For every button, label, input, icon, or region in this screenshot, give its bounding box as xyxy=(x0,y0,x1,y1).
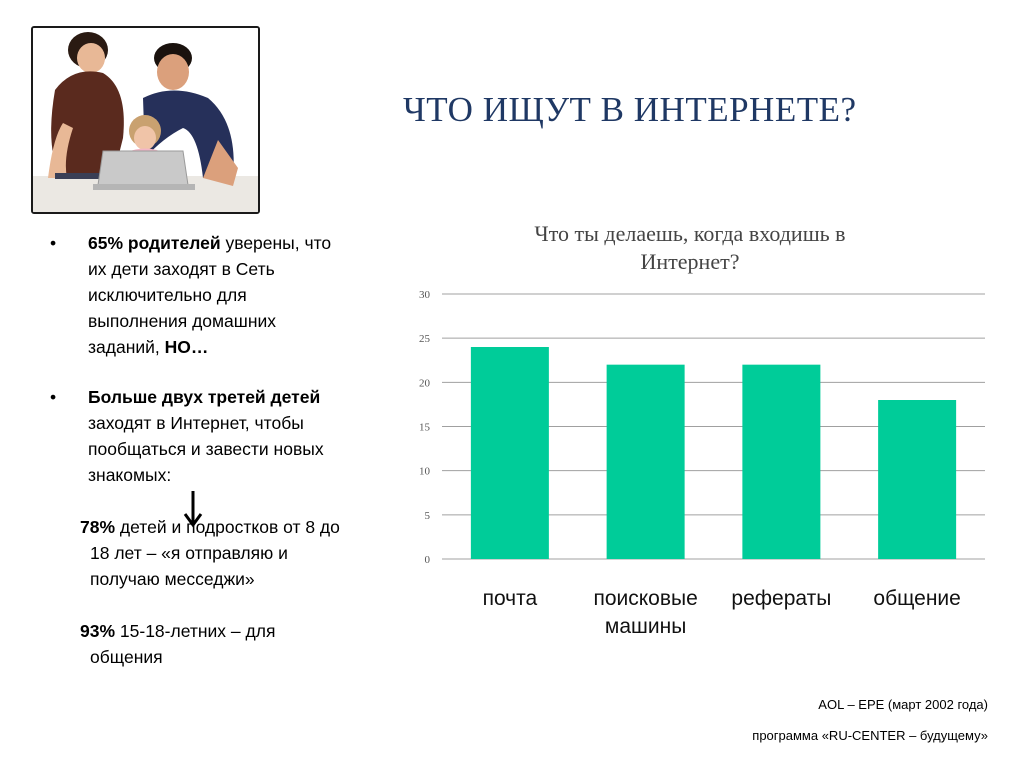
bullet-dot: • xyxy=(50,233,57,253)
stat-78-line-2: 18 лет – «я отправляю и xyxy=(90,543,288,563)
stat-78-line-1: детей и подростков от 8 до xyxy=(119,517,340,537)
stat-78-value: 78% xyxy=(80,517,116,537)
source-aol: AOL – EPE (март 2002 года) xyxy=(818,697,988,712)
bullet-children xyxy=(50,384,395,488)
chart-title-line-2: Интернет? xyxy=(640,249,740,274)
chart-title xyxy=(450,220,930,276)
bullet-parents-line-5: заданий, xyxy=(88,337,160,357)
y-tick-label-0: 0 xyxy=(424,554,430,566)
y-tick-label-15: 15 xyxy=(419,421,430,434)
x-category-label-1: поисковые xyxy=(593,587,698,610)
bullet-children-line-2: пообщаться и завести новых xyxy=(88,439,324,459)
bullet-parents-but: НО… xyxy=(164,337,209,357)
x-category-label-2: рефераты xyxy=(731,587,832,610)
bullet-parents-line-1: уверены, что xyxy=(225,233,332,253)
bullet-dot: • xyxy=(50,387,57,407)
bullet-parents-line-2: их дети заходят в Сеть xyxy=(88,259,275,279)
bar-0 xyxy=(471,347,549,559)
bullet-list xyxy=(50,230,395,670)
x-category-label-0: почта xyxy=(482,587,538,610)
source-program: программа «RU-CENTER – будущему» xyxy=(752,728,988,743)
down-arrow-icon xyxy=(181,489,205,529)
y-tick-label-20: 20 xyxy=(419,377,430,390)
bullet-children-bold: Больше двух третей детей xyxy=(88,387,321,407)
y-tick-label-30: 30 xyxy=(419,289,430,301)
stat-93-line-1: 15-18-летних – для xyxy=(119,621,276,641)
y-tick-label-10: 10 xyxy=(419,465,430,478)
family-photo-illustration xyxy=(33,28,258,212)
bar-1 xyxy=(607,365,685,559)
y-tick-label-25: 25 xyxy=(419,333,430,346)
bullet-children-line-1: заходят в Интернет, чтобы xyxy=(88,413,304,433)
stat-78 xyxy=(50,514,395,592)
bullet-parents-line-4: выполнения домашних xyxy=(88,311,277,331)
x-category-label-1-line-2: машины xyxy=(604,615,687,638)
bullet-parents-bold: 65% родителей xyxy=(88,233,221,253)
stat-78-line-3: получаю месседжи» xyxy=(90,569,255,589)
bar-2 xyxy=(742,365,820,559)
bar-chart xyxy=(380,280,1000,650)
stat-93-value: 93% xyxy=(80,621,116,641)
slide-title: ЧТО ИЩУТ В ИНТЕРНЕТЕ? xyxy=(403,90,857,129)
stat-93-line-2: общения xyxy=(90,647,163,667)
bullet-parents-line-3: исключительно для xyxy=(88,285,247,305)
bar-3 xyxy=(878,400,956,559)
y-tick-label-5: 5 xyxy=(424,509,430,522)
bullet-children-line-3: знакомых: xyxy=(88,465,172,485)
x-category-label-3: общение xyxy=(873,587,961,610)
bullet-parents xyxy=(50,230,395,360)
chart-title-line-1: Что ты делаешь, когда входишь в xyxy=(534,221,846,246)
stat-93 xyxy=(50,618,395,670)
family-photo xyxy=(31,26,260,214)
